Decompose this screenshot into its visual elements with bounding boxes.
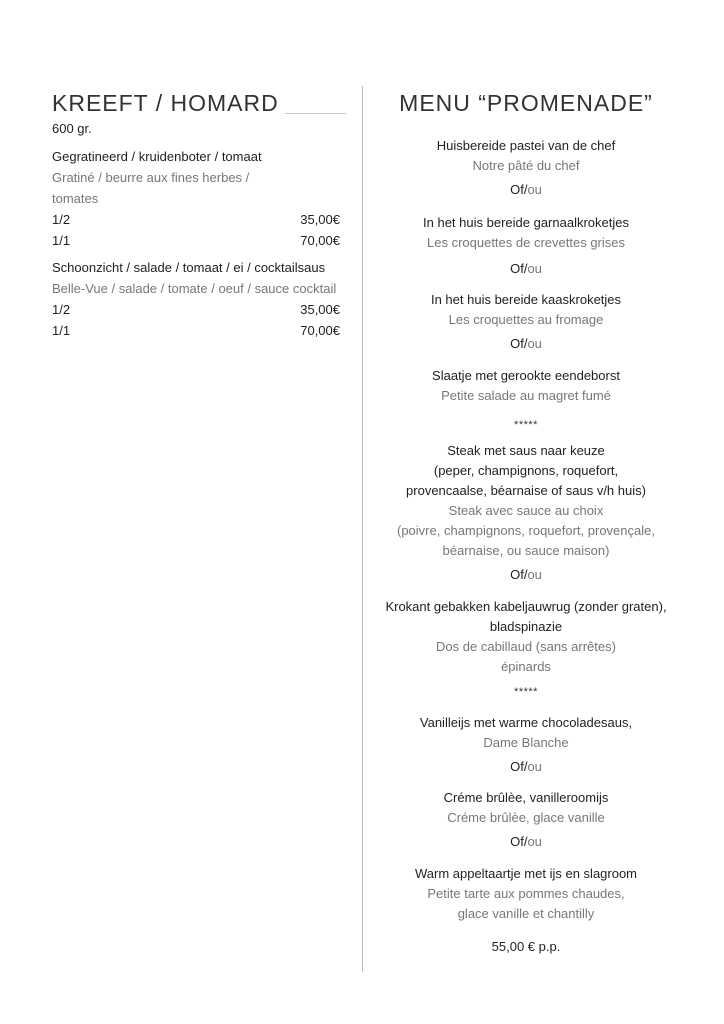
dish-name-nl: Schoonzicht / salade / tomaat / ei / cocktailsaus: [52, 260, 326, 275]
course-name-nl: bladspinazie: [489, 619, 563, 634]
course-name-nl: Slaatje met gerookte eendeborst: [432, 368, 620, 383]
course-name-fr: glace vanille et chantilly: [457, 906, 595, 921]
lobster-title-row: [52, 88, 346, 118]
dish-name-fr: tomates: [52, 191, 99, 206]
course-name-fr: Les croquettes de crevettes grises: [427, 235, 625, 250]
course-name-nl: provencaalse, béarnaise of saus v/h huis): [406, 483, 646, 498]
course-name-nl: Huisbereide pastei van de chef: [436, 138, 616, 153]
course-name-fr: Petite tarte aux pommes chaudes,: [427, 886, 625, 901]
course-item: [372, 441, 680, 561]
or-separator: Of/ou: [510, 336, 542, 351]
price-row: [52, 230, 346, 251]
course-name-nl: (peper, champignons, roquefort,: [433, 463, 619, 478]
course-name-nl: Warm appeltaartje met ijs en slagroom: [414, 866, 638, 881]
portion-label: 1/2: [52, 212, 71, 227]
course-separator: *****: [514, 419, 538, 431]
price-row: [52, 320, 346, 341]
portion-label: 1/1: [52, 323, 71, 338]
course-name-fr: épinards: [501, 659, 551, 674]
or-separator: Of/ou: [510, 834, 542, 849]
portion-label: 1/1: [52, 233, 71, 248]
course-name-nl: Steak met saus naar keuze: [447, 443, 605, 458]
course-name-nl: In het huis bereide kaaskroketjes: [430, 292, 622, 307]
course-name-fr: Créme brûlèe, glace vanille: [447, 810, 605, 825]
price-row: [52, 299, 346, 320]
price-value: 70,00€: [300, 233, 340, 248]
price-value: 35,00€: [300, 302, 340, 317]
price-value: 70,00€: [300, 323, 340, 338]
title-underline: [285, 113, 346, 114]
or-separator: Of/ou: [510, 759, 542, 774]
dish-name-nl: Gegratineerd / kruidenboter / tomaat: [52, 149, 262, 164]
weight-label: 600 gr.: [52, 121, 92, 136]
or-separator: Of/ou: [510, 261, 542, 276]
course-item: [372, 136, 680, 176]
column-divider: [362, 86, 363, 972]
menu-promenade-section: [372, 88, 680, 957]
portion-label: 1/2: [52, 302, 71, 317]
course-name-nl: In het huis bereide garnaalkroketjes: [423, 215, 629, 230]
course-name-fr: Dos de cabillaud (sans arrêtes): [436, 639, 616, 654]
course-item: [372, 713, 680, 753]
course-name-fr: (poivre, champignons, roquefort, provençale,: [397, 523, 655, 538]
section-title: KREEFT / HOMARD: [52, 90, 279, 116]
course-item: [372, 788, 680, 828]
course-item: [372, 597, 680, 677]
course-separator: *****: [514, 686, 538, 698]
course-name-fr: Dame Blanche: [483, 735, 569, 750]
course-name-fr: Les croquettes au fromage: [448, 312, 604, 327]
dish-name-fr: Gratiné / beurre aux fines herbes /: [52, 170, 250, 185]
lobster-option-gratin: [52, 147, 346, 251]
menu-title: MENU “PROMENADE”: [399, 90, 653, 116]
or-separator: Of/ou: [510, 182, 542, 197]
dish-name-fr: Belle-Vue / salade / tomate / oeuf / sauce cocktail: [52, 281, 337, 296]
course-name-fr: Petite salade au magret fumé: [441, 388, 611, 403]
course-name-fr: Notre pâté du chef: [472, 158, 580, 173]
menu-price: 55,00 € p.p.: [491, 939, 561, 954]
course-item: [372, 864, 680, 924]
course-name-nl: Krokant gebakken kabeljauwrug (zonder graten),: [385, 599, 667, 614]
course-item: [372, 366, 680, 406]
course-name-fr: Steak avec sauce au choix: [448, 503, 604, 518]
course-item: [372, 290, 680, 330]
lobster-section: [52, 88, 346, 341]
course-item: [372, 213, 680, 253]
or-separator: Of/ou: [510, 567, 542, 582]
price-value: 35,00€: [300, 212, 340, 227]
course-name-nl: Vanilleijs met warme chocoladesaus,: [419, 715, 633, 730]
lobster-option-bellevue: [52, 258, 346, 341]
price-row: [52, 209, 346, 230]
course-name-fr: béarnaise, ou sauce maison): [442, 543, 610, 558]
course-name-nl: Créme brûlèe, vanilleroomijs: [443, 790, 609, 805]
